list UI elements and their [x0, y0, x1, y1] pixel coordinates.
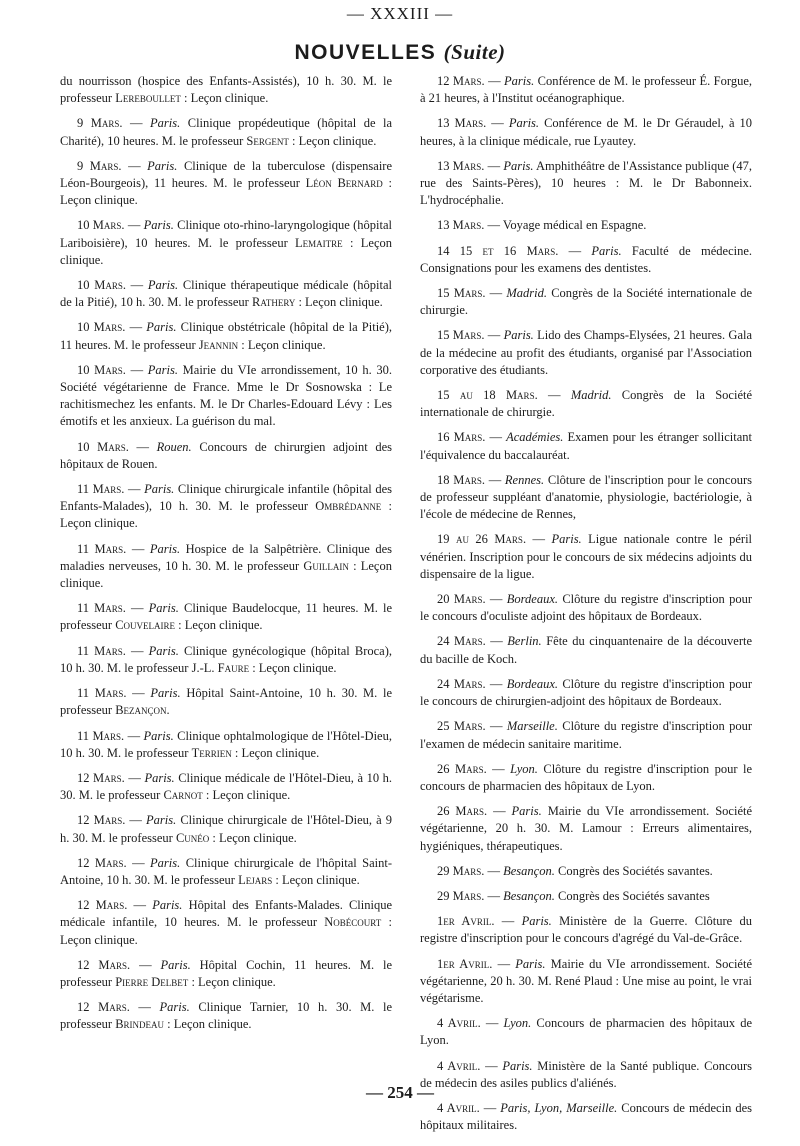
entry-date: 29 Mars.: [437, 863, 485, 878]
news-entry: 13 Mars. — Voyage médical en Espagne.: [437, 218, 647, 233]
entry-suffix: : Leçon clinique.: [60, 499, 392, 531]
entry-text: Congrès des Sociétés savantes: [557, 888, 710, 903]
entry-text: Clinique chirurgicale de l'hôpital Saint-Antoine, 10 h. 30. M. le professeur: [60, 855, 393, 887]
entry-professor: Pierre Delbet: [115, 974, 189, 989]
page-number: — 254 —: [366, 1083, 434, 1102]
entry-city: Bordeaux.: [506, 676, 558, 691]
entry-date: 10 Mars.: [77, 320, 126, 335]
entry-professor: Lereboullet: [115, 91, 181, 106]
entry-city: Paris.: [515, 956, 546, 971]
entry-date: 29 Mars.: [437, 888, 485, 903]
news-entry: 29 Mars. — Besançon. Congrès des Sociétés savantes: [437, 888, 710, 903]
entry-text: Hôpital Cochin, 11 heures. M. le professeur: [60, 957, 393, 989]
news-entry: 15 au 18 Mars. — Madrid. Congrès de la Société internationale de chirurgie.: [420, 388, 753, 420]
entry-professor: Guillain: [303, 558, 349, 573]
news-entry: 1er Avril. — Paris. Mairie du VIe arrondissement. Société végétarienne, 20 h. 30. M. René Plaud : Une mise au point, le vrai végétarisme.: [420, 956, 752, 1005]
entry-date: 13 Mars.: [437, 116, 487, 131]
entry-city: Madrid.: [570, 388, 612, 403]
news-entry: 12 Mars. — Paris. Clinique médicale de l'Hôtel-Dieu, à 10 h. 30. M. le professeur Carnot : Leçon clinique.: [60, 770, 393, 803]
entry-city: Paris.: [147, 158, 178, 173]
news-entry: 12 Mars. — Paris. Conférence de M. le professeur É. Forgue, à 21 heures, à l'Institut océanographique.: [420, 74, 752, 106]
entry-date: 10 Mars.: [77, 278, 126, 293]
news-entry: 15 Mars. — Paris. Lido des Champs-Elysées, 21 heures. Gala de la médecine au profit des étudiants, organisé par l'Association corporative des étudiants.: [420, 328, 753, 377]
entry-text: Congrès des Sociétés savantes.: [557, 863, 713, 878]
news-entry: 11 Mars. — Paris. Clinique ophtalmologique de l'Hôtel-Dieu, 10 h. 30. M. le professeur Terrien : Leçon clinique.: [60, 728, 392, 760]
section-roman-numeral: — XXXIII —: [346, 4, 454, 23]
entry-date: 4 Avril.: [437, 1058, 481, 1073]
title-main: NOUVELLES: [294, 41, 437, 64]
news-entry: 10 Mars. — Paris. Clinique obstétricale (hôpital de la Pitié), 11 heures. M. le professeur Jeannin : Leçon clinique.: [60, 320, 393, 352]
entry-text: Concours de médecin des hôpitaux militaires.: [420, 1100, 752, 1133]
news-entry: 12 Mars. — Paris. Hôpital Cochin, 11 heures. M. le professeur Pierre Delbet : Leçon clinique.: [60, 957, 393, 989]
news-entry: 12 Mars. — Paris. Clinique Tarnier, 10 h. 30. M. le professeur Brindeau : Leçon clinique.: [60, 1000, 393, 1032]
news-entry: 16 Mars. — Académies. Examen pour les étranger sollicitant l'équivalence du baccalauréat.: [420, 430, 753, 462]
entry-text: Congrès de la Société internationale de chirurgie.: [420, 388, 753, 420]
news-entry: 25 Mars. — Marseille. Clôture du registre d'inscription pour l'examen de médecin sanitaire maritime.: [420, 719, 753, 751]
news-entry: 10 Mars. — Paris. Clinique thérapeutique médicale (hôpital de la Pitié), 10 h. 30. M. le professeur Rathery : Leçon clinique.: [60, 278, 393, 310]
entry-professor: J.-L. Faure: [191, 660, 250, 675]
entry-text: Conférence de M. le professeur É. Forgue, à 21 heures, à l'Institut océanographique.: [420, 74, 752, 106]
entry-suffix: : Leçon clinique.: [164, 1017, 252, 1032]
entry-text: Congrès de la Société internationale de chirurgie.: [420, 286, 752, 318]
entry-text: Clinique chirurgicale de l'Hôtel-Dieu, à 9 h. 30. M. le professeur: [60, 813, 392, 845]
entry-suffix: : Leçon clinique.: [288, 133, 377, 148]
news-entry: 12 Mars. — Paris. Clinique chirurgicale de l'hôpital Saint-Antoine, 10 h. 30. M. le professeur Lejars : Leçon clinique.: [60, 855, 393, 887]
entry-suffix: : Leçon clinique.: [249, 660, 337, 675]
entry-city: Paris.: [148, 601, 179, 616]
entry-city: Lyon.: [510, 761, 538, 776]
entry-suffix: : Leçon clinique.: [175, 618, 263, 633]
entry-date: 24 Mars.: [437, 676, 486, 691]
entry-text: Clinique thérapeutique médicale (hôpital de la Pitié), 10 h. 30. M. le professeur: [60, 278, 393, 310]
entry-date: 11 Mars.: [77, 601, 126, 616]
news-entry: 12 Mars. — Paris. Clinique chirurgicale de l'Hôtel-Dieu, à 9 h. 30. M. le professeur Cunéo : Leçon clinique.: [60, 813, 392, 845]
entry-city: Paris.: [144, 482, 175, 497]
entry-text: Clôture de l'inscription pour le concours de professeur suppléant d'anatomie, physiologie, bactériologie, à l'école de médecine de Rennes,: [420, 472, 752, 522]
entry-city: Rouen.: [156, 439, 192, 454]
entry-city: Rennes.: [504, 472, 545, 487]
news-entry: 14 15 et 16 Mars. — Paris. Faculté de médecine. Consignations pour les examens des dentistes.: [420, 243, 753, 275]
entry-date: 10 Mars.: [77, 362, 126, 377]
news-entry: 10 Mars. — Rouen. Concours de chirurgien adjoint des hôpitaux de Rouen.: [60, 439, 393, 471]
entry-text: Hospice de la Salpêtrière. Clinique des maladies nerveuses, 10 h. 30. M. le professeur: [60, 541, 393, 573]
entry-text: Examen pour les étranger sollicitant l'équivalence du baccalauréat.: [420, 430, 753, 462]
entry-text: Lido des Champs-Elysées, 21 heures. Gala de la médecine au profit des étudiants, organisé par l'Association corporative des étudiants.: [420, 328, 753, 377]
news-entry: 24 Mars. — Bordeaux. Clôture du registre d'inscription pour le concours de chirurgien-adjoint des hôpitaux de Bordeaux.: [420, 676, 752, 709]
entry-city: Paris.: [502, 1058, 533, 1073]
entry-text: Hôpital Saint-Antoine, 10 h. 30. M. le professeur: [60, 686, 393, 718]
entry-professor: Rathery: [251, 295, 296, 310]
entry-date: 10 Mars.: [77, 218, 125, 233]
entry-date: 12 Mars.: [437, 74, 485, 88]
entry-date: 16 Mars.: [437, 430, 486, 445]
entry-city: Paris, Lyon, Marseille.: [500, 1100, 618, 1115]
news-entry: 29 Mars. — Besançon. Congrès des Sociétés savantes.: [437, 863, 713, 878]
entry-city: Berlin.: [507, 634, 542, 649]
entry-suffix: : Leçon clinique.: [180, 91, 269, 106]
entry-city: Paris.: [511, 804, 542, 819]
entry-date: 9 Mars.: [77, 158, 122, 173]
entry-city: Paris.: [521, 914, 552, 929]
entry-text: Ministère de la Guerre. Clôture du registre d'inscription pour le concours d'agrégé du Val-de-Grâce.: [420, 914, 753, 946]
entry-suffix: : Leçon clinique.: [60, 915, 392, 947]
entry-text: Mairie du VIe arrondissement. Société végétarienne, 20 h. 30. M. René Plaud : Une mise au point, le vrai végétarisme.: [420, 956, 752, 1005]
news-entry: 12 Mars. — Paris. Hôpital des Enfants-Malades. Clinique médicale infantile, 10 heures. M. le professeur Nobécourt : Leçon clinique.: [60, 898, 393, 947]
entry-city: Paris.: [503, 328, 534, 343]
entry-text: Clinique chirurgicale infantile (hôpital des Enfants-Malades), 10 h. 30. M. le professeur: [60, 482, 393, 514]
entry-date: 15 au 18 Mars.: [437, 388, 538, 403]
news-entry: 11 Mars. — Paris. Hospice de la Salpêtrière. Clinique des maladies nerveuses, 10 h. 30. M. le professeur Guillain : Leçon clinique.: [60, 541, 393, 591]
entry-text: Voyage médical en Espagne.: [502, 218, 647, 233]
news-entry: [60, 73, 392, 107]
entry-date: 9 Mars.: [77, 116, 123, 131]
news-entry: 11 Mars. — Paris. Clinique chirurgicale infantile (hôpital des Enfants-Malades), 10 h. 30. M. le professeur Ombrédanne : Leçon clinique.: [60, 482, 393, 531]
news-entry: 1er Avril. — Paris. Ministère de la Guerre. Clôture du registre d'inscription pour le concours d'agrégé du Val-de-Grâce.: [420, 914, 753, 946]
news-entry: 11 Mars. — Paris. Clinique gynécologique (hôpital Broca), 10 h. 30. M. le professeur J.-L. Faure : Leçon clinique.: [60, 643, 392, 675]
news-entry: 26 Mars. — Lyon. Clôture du registre d'inscription pour le concours de pharmacien des hôpitaux de Lyon.: [420, 761, 753, 793]
entry-text: Concours de chirurgien adjoint des hôpitaux de Rouen.: [60, 439, 393, 471]
entry-city: Paris.: [591, 243, 622, 258]
entry-city: Académies.: [506, 430, 564, 445]
entry-professor: Lejars: [238, 872, 273, 887]
entry-date: 14 15 et 16 Mars.: [437, 243, 559, 258]
entry-text: Ministère de la Santé publique. Concours de médecin des asiles publics d'aliénés.: [420, 1058, 753, 1090]
entry-city: Besançon.: [503, 888, 555, 903]
entry-text: Mairie du VIe arrondissement, 10 h. 30. Société végétarienne de France. Mme le Dr Sosnowska : Le rachitismechez les enfants. M. le Dr Charles-Edouard Lévy : Les émotifs et les anxieux. La guérison du mal.: [60, 362, 393, 429]
news-entry: 9 Mars. — Paris. Clinique propédeutique (hôpital de la Charité), 10 heures. M. le professeur Sergent : Leçon clinique.: [60, 116, 393, 148]
news-entry: 10 Mars. — Paris. Clinique oto-rhino-laryngologique (hôpital Lariboisière), 10 heures. M. le professeur Lemaitre : Leçon clinique.: [60, 218, 393, 267]
entry-suffix: : Leçon clinique.: [60, 235, 392, 267]
news-entry: 10 Mars. — Paris. Mairie du VIe arrondissement, 10 h. 30. Société végétarienne de France. Mme le Dr Sosnowska : Le rachitismechez les enfants. M. le Dr Charles-Edouard Lévy : Les émotifs et les anxieux. La guérison du mal.: [60, 362, 393, 429]
entry-suffix: : Leçon clinique.: [238, 337, 326, 352]
entry-date: 1er Avril.: [437, 956, 493, 971]
entry-date: 12 Mars.: [77, 898, 128, 913]
news-entry: 26 Mars. — Paris. Mairie du VIe arrondissement. Société végétarienne, 20 h. 30. M. Lamour : Erreurs alimentaires, hygiéniques, thérapeutiques.: [420, 804, 753, 853]
entry-text: Clinique de la tuberculose (dispensaire Léon-Bourgeois), 11 heures. M. le professeur: [60, 158, 393, 191]
entry-city: Paris.: [143, 728, 174, 743]
entry-suffix: .: [166, 703, 170, 718]
news-entry: 4 Avril. — Paris. Ministère de la Santé publique. Concours de médecin des asiles publics d'aliénés.: [420, 1058, 753, 1090]
entry-date: 10 Mars.: [77, 439, 129, 454]
entry-text: Clôture du registre d'inscription pour le concours de chirurgien-adjoint des hôpitaux de Bordeaux.: [420, 676, 752, 709]
entry-city: Paris.: [508, 116, 540, 131]
title-suffix: (Suite): [443, 40, 506, 64]
entry-city: Paris.: [503, 158, 534, 173]
entry-professor: Lemaitre: [295, 235, 343, 250]
entry-city: Paris.: [159, 1000, 190, 1015]
entry-date: 1er Avril.: [437, 914, 495, 929]
entry-city: Paris.: [147, 278, 179, 293]
news-entry: 11 Mars. — Paris. Clinique Baudelocque, 11 heures. M. le professeur Couvelaire : Leçon clinique.: [60, 601, 393, 633]
entry-suffix: : Leçon clinique.: [202, 788, 291, 803]
entry-professor: Couvelaire: [115, 618, 176, 633]
entry-professor: Nobécourt: [324, 915, 382, 930]
entry-suffix: : Leçon clinique.: [209, 830, 297, 845]
entry-text: Clinique oto-rhino-laryngologique (hôpital Lariboisière), 10 heures. M. le professeur: [60, 218, 393, 250]
entry-suffix: : Leçon clinique.: [231, 745, 320, 760]
entry-date: 25 Mars.: [437, 719, 486, 734]
entry-city: Paris.: [551, 532, 582, 547]
entry-date: 12 Mars.: [77, 770, 125, 785]
entry-city: Paris.: [148, 643, 179, 658]
entry-text: Mairie du VIe arrondissement. Société végétarienne, 20 h. 30. M. Lamour : Erreurs alimentaires, hygiéniques, thérapeutiques.: [420, 804, 753, 853]
news-entry: 19 au 26 Mars. — Paris. Ligue nationale contre le péril vénérien. Inscription pour le concours de six médecins adjoints du dispensaire de la ligue.: [420, 532, 753, 581]
entry-text: Clôture du registre d'inscription pour le concours de pharmacien des hôpitaux de Lyon.: [420, 761, 753, 793]
page-title: [0, 42, 800, 63]
entry-text: Clinique Baudelocque, 11 heures. M. le professeur: [60, 601, 393, 633]
entry-professor: Terrien: [191, 745, 232, 760]
entry-city: Paris.: [146, 813, 177, 828]
news-entry: 4 Avril. — Lyon. Concours de pharmacien des hôpitaux de Lyon.: [420, 1016, 753, 1048]
entry-professor: Ombrédanne: [315, 499, 382, 514]
entry-professor: Cunéo: [175, 830, 210, 845]
entry-date: 19 au 26 Mars.: [437, 532, 527, 547]
entry-city: Paris.: [504, 74, 535, 88]
news-entry: 24 Mars. — Berlin. Fête du cinquantenaire de la découverte du bacille de Koch.: [420, 634, 752, 666]
news-entry: 9 Mars. — Paris. Clinique de la tuberculose (dispensaire Léon-Bourgeois), 11 heures. M. le professeur Léon Bernard : Leçon clinique.: [60, 158, 393, 208]
entry-city: Paris.: [146, 320, 177, 335]
entry-city: Paris.: [149, 541, 181, 556]
entry-date: 20 Mars.: [437, 592, 486, 607]
entry-city: Paris.: [144, 770, 175, 785]
left-column: [60, 73, 392, 1042]
entry-professor: Jeannin: [198, 337, 239, 352]
entry-date: 4 Avril.: [437, 1100, 480, 1115]
news-entry: 20 Mars. — Bordeaux. Clôture du registre d'inscription pour le concours d'oculiste adjoint des hôpitaux de Bordeaux.: [420, 592, 752, 624]
entry-date: 13 Mars.: [437, 218, 485, 233]
entry-text: Clinique propédeutique (hôpital de la Charité), 10 heures. M. le professeur: [60, 116, 393, 148]
entry-date: 11 Mars.: [77, 643, 126, 658]
entry-text: Clinique ophtalmologique de l'Hôtel-Dieu, 10 h. 30. M. le professeur: [60, 728, 392, 760]
entry-date: 26 Mars.: [437, 761, 487, 776]
entry-city: Bordeaux.: [506, 592, 558, 607]
entry-professor: Léon Bernard: [305, 176, 383, 191]
entry-suffix: : Leçon clinique.: [272, 872, 360, 887]
news-entry: 13 Mars. — Paris. Conférence de M. le Dr Géraudel, à 10 heures, à la clinique médicale, rue Lyautey.: [420, 116, 753, 148]
entry-date: 12 Mars.: [77, 855, 127, 870]
entry-date: 4 Avril.: [437, 1016, 481, 1031]
entry-city: Paris.: [160, 957, 191, 972]
entry-text: Clôture du registre d'inscription pour l'examen de médecin sanitaire maritime.: [420, 719, 753, 751]
entry-date: 12 Mars.: [77, 813, 126, 828]
entry-city: Lyon.: [503, 1016, 532, 1031]
entry-city: Paris.: [143, 218, 174, 233]
entry-text: Clôture du registre d'inscription pour le concours d'oculiste adjoint des hôpitaux de Bordeaux.: [420, 592, 752, 624]
news-entry: 15 Mars. — Madrid. Congrès de la Société internationale de chirurgie.: [420, 286, 752, 318]
entry-date: 11 Mars.: [77, 686, 127, 701]
entry-city: Marseille.: [506, 719, 558, 734]
entry-date: 13 Mars.: [437, 158, 485, 173]
entry-text: Clinique obstétricale (hôpital de la Pitié), 11 heures. M. le professeur: [60, 320, 393, 352]
entry-date: 18 Mars.: [437, 472, 485, 487]
entry-text: Clinique médicale de l'Hôtel-Dieu, à 10 h. 30. M. le professeur: [60, 770, 393, 803]
entry-date: 12 Mars.: [77, 1000, 130, 1015]
entry-professor: Bezançon: [115, 703, 167, 718]
entry-text: Hôpital des Enfants-Malades. Clinique médicale infantile, 10 heures. M. le professeur: [60, 898, 393, 930]
entry-date: 15 Mars.: [437, 286, 486, 301]
entry-text: Concours de pharmacien des hôpitaux de Lyon.: [420, 1016, 753, 1048]
entry-suffix: : Leçon clinique.: [295, 295, 383, 310]
news-entry: 4 Avril. — Paris, Lyon, Marseille. Concours de médecin des hôpitaux militaires.: [420, 1100, 752, 1133]
entry-text: Fête du cinquantenaire de la découverte du bacille de Koch.: [420, 634, 752, 666]
entry-city: Paris.: [152, 898, 183, 913]
entry-city: Madrid.: [506, 286, 547, 301]
news-entry: 13 Mars. — Paris. Amphithéâtre de l'Assistance publique (47, rue des Saints-Pères), 10 heures : M. le Dr Babonneix. L'hydrocéphalie.: [420, 158, 753, 208]
entry-date: 11 Mars.: [77, 482, 125, 497]
news-entry: 11 Mars. — Paris. Hôpital Saint-Antoine, 10 h. 30. M. le professeur Bezançon.: [60, 686, 393, 718]
entry-professor: Carnot: [163, 788, 203, 803]
entry-suffix: : Leçon clinique.: [60, 176, 392, 208]
entry-professor: Brindeau: [115, 1017, 165, 1032]
entry-text: Amphithéâtre de l'Assistance publique (47, rue des Saints-Pères), 10 heures : M. le Dr Babonneix. L'hydrocéphalie.: [420, 158, 753, 208]
entry-text: Ligue nationale contre le péril vénérien. Inscription pour le concours de six médecins adjoints du dispensaire de la ligue.: [420, 532, 753, 581]
entry-city: Besançon.: [503, 863, 555, 878]
entry-text: Faculté de médecine. Consignations pour les examens des dentistes.: [420, 243, 753, 275]
news-entry: 18 Mars. — Rennes. Clôture de l'inscription pour le concours de professeur suppléant d'anatomie, physiologie, bactériologie, à l'école de médecine de Rennes,: [420, 472, 752, 522]
right-column: [420, 73, 752, 1142]
entry-suffix: : Leçon clinique.: [60, 558, 392, 591]
entry-suffix: : Leçon clinique.: [188, 974, 276, 989]
entry-city: Paris.: [150, 855, 181, 870]
entry-text: Conférence de M. le Dr Géraudel, à 10 heures, à la clinique médicale, rue Lyautey.: [420, 116, 753, 148]
entry-city: Paris.: [150, 116, 181, 131]
entry-date: 12 Mars.: [77, 957, 131, 972]
entry-text: Clinique gynécologique (hôpital Broca), 10 h. 30. M. le professeur: [60, 643, 392, 675]
entry-text: du nourrisson (hospice des Enfants-Assistés), 10 h. 30. M. le professeur: [60, 74, 392, 106]
entry-professor: Sergent: [246, 133, 289, 148]
entry-date: 15 Mars.: [437, 328, 485, 343]
entry-city: Paris.: [147, 362, 178, 377]
entry-date: 26 Mars.: [437, 804, 488, 819]
entry-date: 11 Mars.: [77, 728, 125, 743]
entry-text: Clinique Tarnier, 10 h. 30. M. le professeur: [60, 1000, 393, 1032]
entry-date: 11 Mars.: [77, 541, 127, 556]
entry-date: 24 Mars.: [437, 634, 486, 649]
entry-city: Paris.: [150, 686, 181, 701]
